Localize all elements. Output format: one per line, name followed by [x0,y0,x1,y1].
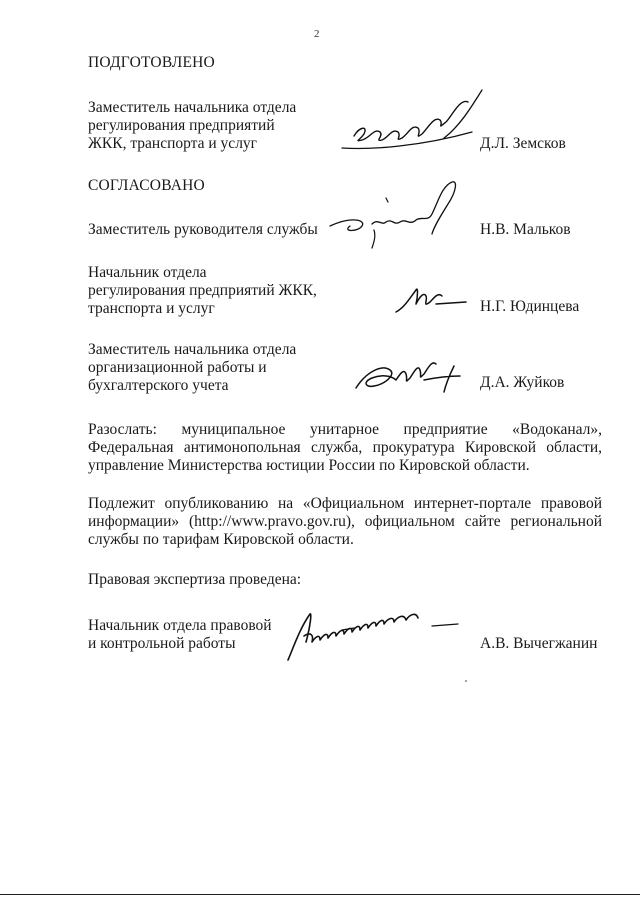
title-line: регулирования предприятий [88,117,275,134]
prepared-signer-title [88,99,296,153]
title-line: регулирования предприятий ЖКК, [88,282,317,299]
legal-signer-title [88,617,272,653]
title-line: Заместитель руководителя службы [88,221,318,238]
distribution-line: управление Министерства юстиции России по Кировской области. [88,457,530,474]
signature-yudintseva [392,284,476,320]
agreed-signer-name: Д.А. Жуйков [480,374,565,391]
title-line: Начальник отдела [88,264,207,281]
title-line: организационной работы и [88,359,267,376]
title-line: бухгалтерского учета [88,377,229,394]
agreed-heading: СОГЛАСОВАНО [88,177,205,194]
agreed-signer-name: Н.Г. Юдинцева [480,298,580,315]
page-number: 2 [314,28,320,40]
publication-line: Подлежит опубликованию на «Официальном интернет-портале правовой [88,495,602,512]
agreed-signer-name: Н.В. Мальков [480,221,571,238]
scan-speck [465,680,467,682]
title-line: Заместитель начальника отдела [88,341,297,358]
agreed-signer-title [88,264,317,318]
page-bottom-edge [0,894,640,895]
agreed-signer-title [88,341,296,395]
title-line: ЖКК, транспорта и услуг [88,135,258,152]
title-line: Начальник отдела правовой [88,617,272,634]
signature-zemskov [332,86,492,158]
agreed-signer-title [88,221,318,239]
signature-vychegzhanin [282,606,472,666]
distribution-paragraph [88,421,602,475]
legal-review-statement: Правовая экспертиза проведена: [88,571,302,588]
publication-line: информации» (http://www.pravo.gov.ru), официальном сайте региональной [88,513,602,530]
publication-paragraph [88,495,602,549]
signature-malkov [322,190,482,254]
signature-zhuykov [350,358,472,398]
title-line: и контрольной работы [88,635,236,652]
legal-signer-name: А.В. Вычегжанин [480,635,598,652]
prepared-signer-name: Д.Л. Земсков [480,135,566,152]
title-line: транспорта и услуг [88,300,215,317]
distribution-line: Федеральная антимонопольная служба, прокуратура Кировской области, [88,439,602,456]
title-line: Заместитель начальника отдела [88,99,297,116]
prepared-heading: ПОДГОТОВЛЕНО [88,54,215,71]
distribution-line: Разослать: муниципальное унитарное предприятие «Водоканал», [88,421,602,438]
publication-line: службы по тарифам Кировской области. [88,531,354,548]
